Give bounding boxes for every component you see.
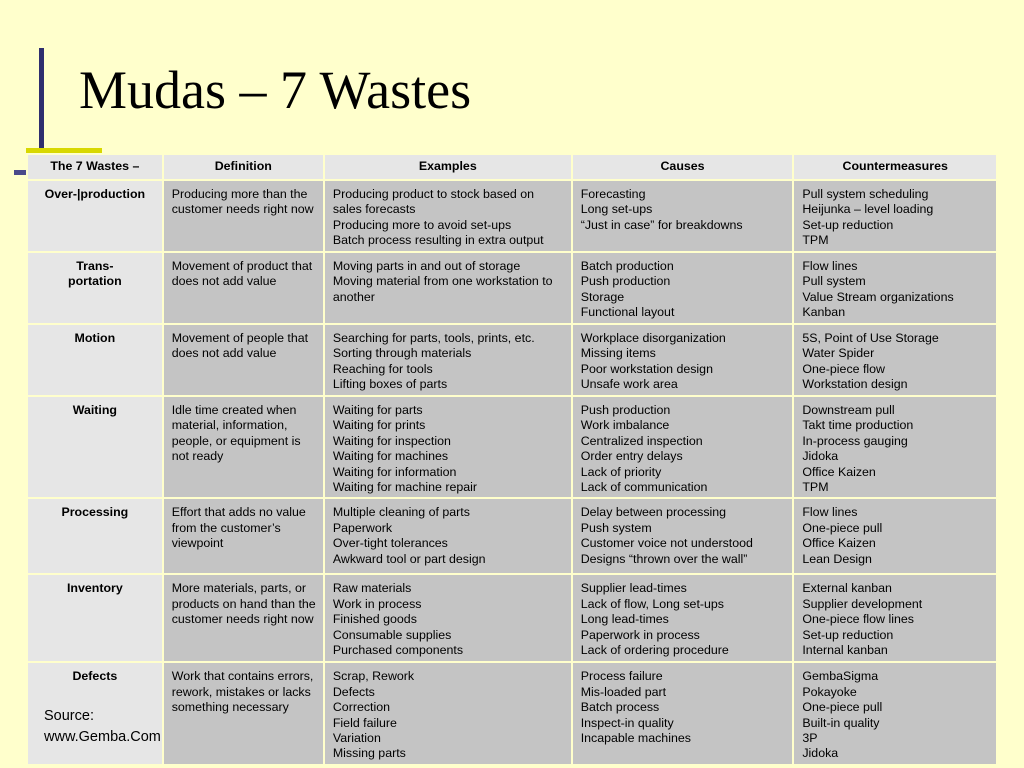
countermeasures-cell bbox=[793, 574, 997, 662]
examples-cell bbox=[324, 252, 572, 324]
source-url: www.Gemba.Com bbox=[44, 729, 161, 745]
waste-name-line: Over-|production bbox=[44, 187, 146, 201]
waste-name-line: Inventory bbox=[66, 581, 123, 596]
countermeasures-item: One-piece pull bbox=[802, 520, 883, 535]
causes-item: Missing items bbox=[580, 346, 656, 361]
countermeasures-item: Heijunka – level loading bbox=[802, 202, 934, 217]
examples-item: Reaching for tools bbox=[332, 361, 433, 376]
examples-cell bbox=[324, 324, 572, 396]
countermeasures-item: Lean Design bbox=[802, 551, 872, 566]
countermeasures-item: Built-in quality bbox=[802, 715, 880, 730]
definition-cell: Movement of people that does not add value bbox=[163, 324, 324, 396]
causes-item: Unsafe work area bbox=[580, 377, 678, 392]
examples-item: Field failure bbox=[332, 715, 397, 730]
examples-item: Producing more to avoid set-ups bbox=[332, 217, 512, 232]
header-definition: Definition bbox=[163, 154, 324, 180]
causes-item: Customer voice not understood bbox=[580, 536, 753, 551]
table-body bbox=[27, 180, 997, 765]
header-wastes: The 7 Wastes – bbox=[27, 154, 163, 180]
causes-item: Supplier lead-times bbox=[580, 581, 687, 596]
waste-name-cell bbox=[27, 574, 163, 662]
causes-cell bbox=[572, 324, 794, 396]
causes-item: Lack of flow, Long set-ups bbox=[580, 596, 724, 611]
examples-item: Consumable supplies bbox=[332, 627, 452, 642]
causes-item: Work imbalance bbox=[580, 418, 670, 433]
waste-name-line: Waiting bbox=[72, 403, 117, 417]
countermeasures-item: In-process gauging bbox=[802, 433, 908, 448]
waste-name-cell bbox=[27, 180, 163, 252]
source-note bbox=[44, 706, 161, 748]
countermeasures-cell bbox=[793, 324, 997, 396]
examples-cell bbox=[324, 662, 572, 764]
causes-item: Incapable machines bbox=[580, 731, 691, 746]
countermeasures-item: Jidoka bbox=[802, 449, 839, 464]
countermeasures-item: Downstream pull bbox=[802, 403, 895, 417]
examples-cell bbox=[324, 396, 572, 498]
examples-item: Variation bbox=[332, 731, 381, 746]
causes-item: Centralized inspection bbox=[580, 433, 703, 448]
slide-title: Mudas – 7 Wastes bbox=[79, 60, 472, 120]
examples-item: Waiting for information bbox=[332, 464, 457, 479]
waste-name-cell bbox=[27, 252, 163, 324]
header-causes: Causes bbox=[572, 154, 794, 180]
causes-item: “Just in case” for breakdowns bbox=[580, 217, 743, 232]
waste-name-line: Trans- bbox=[76, 259, 114, 273]
examples-item: Waiting for inspection bbox=[332, 433, 451, 448]
causes-item: Long lead-times bbox=[580, 612, 669, 627]
causes-item: Forecasting bbox=[580, 187, 646, 201]
definition-cell: Effort that adds no value from the customer’s viewpoint bbox=[163, 498, 324, 574]
countermeasures-item: Takt time production bbox=[802, 418, 914, 433]
countermeasures-item: Workstation design bbox=[802, 377, 908, 392]
causes-item: Long set-ups bbox=[580, 202, 653, 217]
table-row bbox=[27, 324, 997, 396]
definition-cell: More materials, parts, or products on hand than the customer needs right now bbox=[163, 574, 324, 662]
causes-cell bbox=[572, 396, 794, 498]
causes-item: Push production bbox=[580, 403, 671, 417]
countermeasures-item: Supplier development bbox=[802, 596, 923, 611]
waste-name-line: portation bbox=[68, 274, 122, 289]
title-accent-vertical-bar bbox=[39, 48, 44, 154]
causes-item: Inspect-in quality bbox=[580, 715, 674, 730]
waste-name-line: Processing bbox=[61, 505, 129, 520]
countermeasures-item: Kanban bbox=[802, 305, 846, 320]
examples-item: another bbox=[332, 289, 375, 304]
table-row bbox=[27, 252, 997, 324]
countermeasures-item: TPM bbox=[802, 233, 829, 248]
countermeasures-item: Office Kaizen bbox=[802, 536, 876, 551]
countermeasures-item: Set-up reduction bbox=[802, 217, 894, 232]
countermeasures-item: TPM bbox=[802, 480, 829, 495]
countermeasures-item: One-piece flow lines bbox=[802, 612, 914, 627]
causes-cell bbox=[572, 662, 794, 764]
examples-item: Missing parts bbox=[332, 746, 406, 761]
examples-item: Waiting for machines bbox=[332, 449, 449, 464]
waste-name-line: Defects bbox=[72, 669, 118, 684]
causes-item: Paperwork in process bbox=[580, 627, 700, 642]
examples-item: Moving parts in and out of storage bbox=[332, 259, 521, 273]
causes-item: Mis-loaded part bbox=[580, 684, 667, 699]
examples-item: Correction bbox=[332, 700, 391, 715]
definition-cell: Work that contains errors, rework, mistakes or lacks something necessary bbox=[163, 662, 324, 764]
table-row bbox=[27, 180, 997, 252]
examples-item: Over-tight tolerances bbox=[332, 536, 448, 551]
source-label: Source: bbox=[44, 708, 94, 724]
table-row bbox=[27, 662, 997, 764]
countermeasures-cell bbox=[793, 498, 997, 574]
causes-item: Lack of priority bbox=[580, 464, 662, 479]
examples-item: Batch process resulting in extra output bbox=[332, 233, 544, 248]
countermeasures-item: Flow lines bbox=[802, 259, 858, 273]
definition-cell: Idle time created when material, information, people, or equipment is not ready bbox=[163, 396, 324, 498]
table-row bbox=[27, 498, 997, 574]
causes-item: Designs “thrown over the wall” bbox=[580, 551, 748, 566]
examples-item: Producing product to stock based on bbox=[332, 187, 534, 201]
table-row bbox=[27, 574, 997, 662]
countermeasures-item: Set-up reduction bbox=[802, 627, 894, 642]
examples-item: Purchased components bbox=[332, 643, 464, 658]
causes-item: Batch process bbox=[580, 700, 660, 715]
examples-item: Work in process bbox=[332, 596, 422, 611]
examples-cell bbox=[324, 498, 572, 574]
title-accent-blue-bar bbox=[14, 170, 26, 175]
countermeasures-item: One-piece flow bbox=[802, 361, 886, 376]
causes-item: Delay between processing bbox=[580, 505, 727, 520]
countermeasures-item: Pokayoke bbox=[802, 684, 857, 699]
countermeasures-item: 3P bbox=[802, 731, 818, 746]
causes-cell bbox=[572, 252, 794, 324]
countermeasures-item: One-piece pull bbox=[802, 700, 883, 715]
causes-item: Poor workstation design bbox=[580, 361, 713, 376]
causes-cell bbox=[572, 180, 794, 252]
causes-item: Batch production bbox=[580, 259, 674, 273]
examples-item: Paperwork bbox=[332, 520, 393, 535]
waste-name-cell bbox=[27, 396, 163, 498]
examples-item: Finished goods bbox=[332, 612, 417, 627]
countermeasures-item: Water Spider bbox=[802, 346, 875, 361]
definition-cell: Movement of product that does not add value bbox=[163, 252, 324, 324]
examples-item: Searching for parts, tools, prints, etc. bbox=[332, 331, 535, 345]
countermeasures-item: Value Stream organizations bbox=[802, 289, 954, 304]
examples-item: Moving material from one workstation to bbox=[332, 274, 553, 289]
countermeasures-item: Office Kaizen bbox=[802, 464, 876, 479]
examples-item: Waiting for prints bbox=[332, 418, 426, 433]
causes-item: Push system bbox=[580, 520, 652, 535]
countermeasures-cell bbox=[793, 180, 997, 252]
causes-item: Order entry delays bbox=[580, 449, 683, 464]
causes-item: Lack of ordering procedure bbox=[580, 643, 729, 658]
examples-item: Waiting for machine repair bbox=[332, 480, 478, 495]
table-header-row bbox=[27, 154, 997, 180]
causes-item: Process failure bbox=[580, 669, 663, 684]
wastes-table bbox=[26, 153, 998, 766]
header-examples: Examples bbox=[324, 154, 572, 180]
waste-name-cell bbox=[27, 498, 163, 574]
countermeasures-item: Jidoka bbox=[802, 746, 839, 761]
causes-item: Storage bbox=[580, 289, 625, 304]
causes-item: Push production bbox=[580, 274, 671, 289]
header-countermeasures: Countermeasures bbox=[793, 154, 997, 180]
causes-item: Workplace disorganization bbox=[580, 331, 726, 345]
examples-item: Raw materials bbox=[332, 581, 412, 596]
waste-name-line: Motion bbox=[74, 331, 116, 345]
waste-name-cell bbox=[27, 324, 163, 396]
countermeasures-cell bbox=[793, 252, 997, 324]
examples-item: Waiting for parts bbox=[332, 403, 423, 417]
causes-item: Functional layout bbox=[580, 305, 675, 320]
examples-cell bbox=[324, 574, 572, 662]
countermeasures-item: GembaSigma bbox=[802, 669, 879, 684]
countermeasures-item: Internal kanban bbox=[802, 643, 888, 658]
examples-item: Awkward tool or part design bbox=[332, 551, 486, 566]
countermeasures-item: Flow lines bbox=[802, 505, 858, 520]
examples-item: Scrap, Rework bbox=[332, 669, 415, 684]
examples-item: Sorting through materials bbox=[332, 346, 472, 361]
table-row bbox=[27, 396, 997, 498]
causes-item: Lack of communication bbox=[580, 480, 708, 495]
examples-cell bbox=[324, 180, 572, 252]
examples-item: Multiple cleaning of parts bbox=[332, 505, 470, 520]
countermeasures-item: 5S, Point of Use Storage bbox=[802, 331, 939, 345]
examples-item: Lifting boxes of parts bbox=[332, 377, 448, 392]
examples-item: Defects bbox=[332, 684, 375, 699]
causes-cell bbox=[572, 574, 794, 662]
countermeasures-item: Pull system bbox=[802, 274, 866, 289]
examples-item: sales forecasts bbox=[332, 202, 416, 217]
countermeasures-cell bbox=[793, 662, 997, 764]
causes-cell bbox=[572, 498, 794, 574]
countermeasures-cell bbox=[793, 396, 997, 498]
countermeasures-item: Pull system scheduling bbox=[802, 187, 929, 201]
definition-cell: Producing more than the customer needs right now bbox=[163, 180, 324, 252]
countermeasures-item: External kanban bbox=[802, 581, 892, 596]
